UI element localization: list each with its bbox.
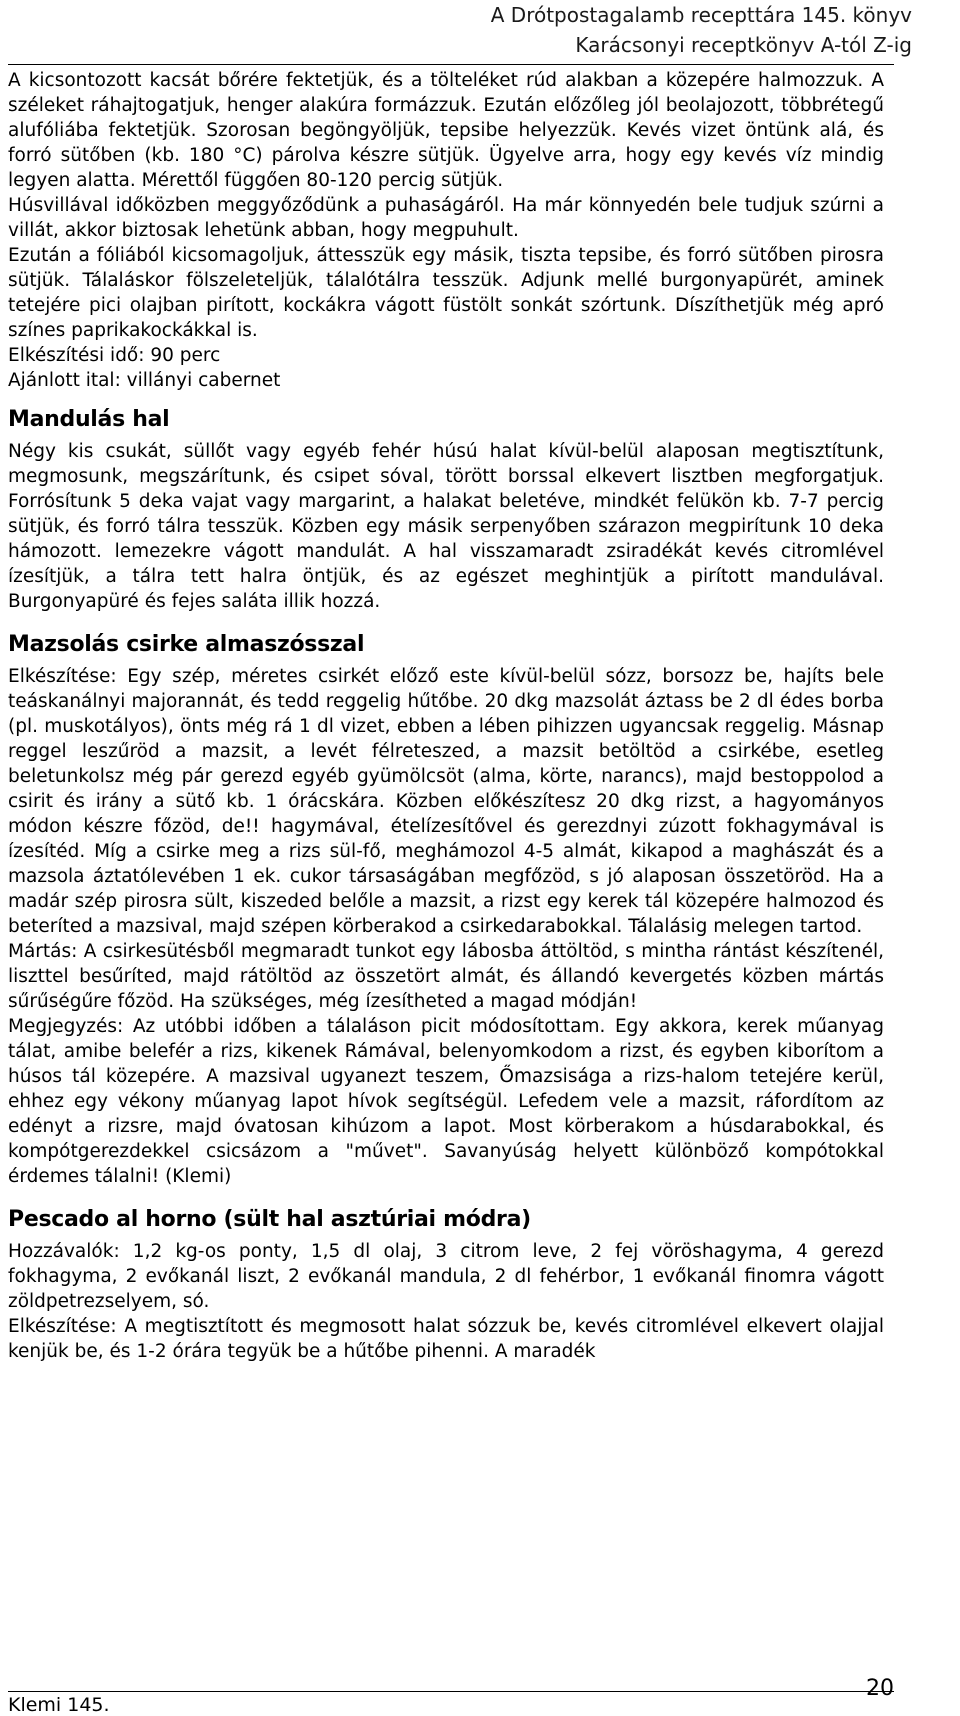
recipe-paragraph: Elkészítése: Egy szép, méretes csirkét előző este kívül-belül sózz, borsozz be, hajíts bele teáskanálnyi majorannát, és tedd reggelig hűtőbe. 20 dkg mazsolát áztass be 2 dl édes borba (pl. muskotályos), önts még rá 1 dl vizet, ebben a lében pihizzen ugyancsak reggelig. Másnap reggel leszűröd a mazsit, a levét félreteszed, a mazsit betöltöd a csirkébe, esetleg beletunkolsz még pár gerezd egyéb gyümölcsöt (alma, körte, narancs), majd bestoppolod a csirit és irány a sütő kb. 1 órácskára. Közben előkészítesz 20 dkg rizst, a hagyományos módon készre főzöd, de!! hagymával, ételízesítővel és gerezdnyi zúzott fokhagymával is ízesítéd. Míg a csirke meg a rizs sül-fő, meghámozol 4-5 almát, kikapod a maghászát és a mazsola áztatólevében 1 ek. cukor társaságában megfőzöd, s jó alaposan összetöröd. Ha a madár szép pirosra sült, kiszeded belőle a mazsit, a rizst egy kerek tál közepére halmozod és beteríted a mazsival, majd szépen körberakod a csirkedarabokkal. Tálalásig melegen tartod.: [8, 666, 884, 937]
recipe-title: Mazsolás csirke almaszósszal: [8, 632, 365, 657]
recipe-mazsolas-csirke: [8, 630, 884, 1189]
recipe-title: Mandulás hal: [8, 407, 170, 432]
intro-paragraph-1: A kicsontozott kacsát bőrére fektetjük, és a tölteléket rúd alakban a közepére halmozzuk. A széleket ráhajtogatjuk, henger alakúra formázzuk. Ezután előzőleg jól beolajozott, többrétegű alufóliába fektetjük. Szorosan begöngyöljük, tepsibe helyezzük. Kevés vizet öntünk alá, és forró sütőben (kb. 180 °C) párolva készre sütjük. Ügyelve arra, hogy egy kevés víz mindig legyen alatta. Mérettől függően 80-120 percig sütjük.: [8, 70, 884, 191]
footer-label: Klemi 145.: [8, 1694, 110, 1716]
recipe-paragraph: Négy kis csukát, süllőt vagy egyéb fehér húsú halat kívül-belül alaposan megtisztítunk, megmosunk, megszárítunk, és csipet sóval, törött borssal elkevert lisztben megforgatjuk. Forrósítunk 5 deka vajat vagy margarint, a halakat beletéve, mindkét felükön kb. 7-7 percig sütjük, és forró tálra tesszük. Közben egy másik serpenyőben szárazon megpirítunk 10 deka hámozott. lemezekre vágott mandulát. A hal visszamaradt zsiradékát kevés citromlével ízesítjük, a tálra tett halra öntjük, és az egészet meghintjük a pirított mandulával. Burgonyapüré és fejes saláta illik hozzá.: [8, 441, 884, 612]
recipe-mandulas-hal: [8, 405, 884, 614]
intro-paragraph-3: Ezután a fóliából kicsomagoljuk, áttesszük egy másik, tiszta tepsibe, és forró sütőben pirosra sütjük. Tálaláskor fölszeleteljük, tálalótálra tesszük. Adjunk mellé burgonyapürét, aminek tetejére pici olajban pirított, kockákra vágott füstölt sonkát szórtunk. Díszíthetjük még apró színes paprikakockákkal is.: [8, 245, 884, 341]
page-content: [8, 68, 884, 1364]
header-divider: [8, 64, 894, 65]
footer-divider: [8, 1691, 894, 1692]
book-subtitle: Karácsonyi receptkönyv A-tól Z-ig: [575, 33, 912, 57]
ingredients-paragraph: Hozzávalók: 1,2 kg-os ponty, 1,5 dl olaj, 3 citrom leve, 2 fej vöröshagyma, 4 gerezd fokhagyma, 2 evőkanál liszt, 2 evőkanál mandula, 2 dl fehérbor, 1 evőkanál finomra vágott zöldpetrezselyem, só.: [8, 1241, 884, 1312]
recommended-drink: Ajánlott ital: villányi cabernet: [8, 370, 281, 391]
page-number: 20: [866, 1676, 894, 1701]
recipe-pescado-al-horno: [8, 1205, 884, 1364]
intro-paragraph-2: Húsvillával időközben meggyőződünk a puhaságáról. Ha már könnyedén bele tudjuk szúrni a villát, akkor biztosak lehetünk abban, hogy megpuhult.: [8, 195, 884, 241]
recipe-paragraph: Elkészítése: A megtisztított és megmosott halat sózzuk be, kevés citromlével elkevert olajjal kenjük be, és 1-2 órára tegyük be a hűtőbe pihenni. A maradék: [8, 1316, 884, 1362]
book-title: A Drótpostagalamb recepttára 145. könyv: [490, 3, 912, 27]
sauce-paragraph: Mártás: A csirkesütésből megmaradt tunkot egy lábosba áttöltöd, s mintha rántást készítenél, liszttel besűríted, majd rátöltöd az összetört almát, és állandó kevergetés közben mártás sűrűségűre főzöd. Ha szükséges, még ízesítheted a magad módján!: [8, 941, 884, 1012]
page-header: [491, 0, 912, 60]
note-paragraph: Megjegyzés: Az utóbbi időben a tálaláson picit módosítottam. Egy akkora, kerek műanyag tálat, amibe belefér a rizs, kikenek Rámával, belenyomkodom a rizst, és egyben kiborítom a húsos tál közepére. A mazsival ugyanezt teszem, Őmazsisága a rizs-halom tetejére kerül, ehhez egy vékony műanyag lapot hívok segítségül. Lefedem vele a mazsit, ráfordítom az edényt a rizsre, majd óvatosan kihúzom a lapot. Most körberakom a húsdarabokkal, és kompótgerezdekkel csicsázom a "művet". Savanyúság helyett különböző kompótokkal érdemes tálalni! (Klemi): [8, 1016, 884, 1187]
recipe-title: Pescado al horno (sült hal asztúriai módra): [8, 1207, 531, 1232]
intro-section: [8, 68, 884, 393]
prep-time: Elkészítési idő: 90 perc: [8, 345, 221, 366]
